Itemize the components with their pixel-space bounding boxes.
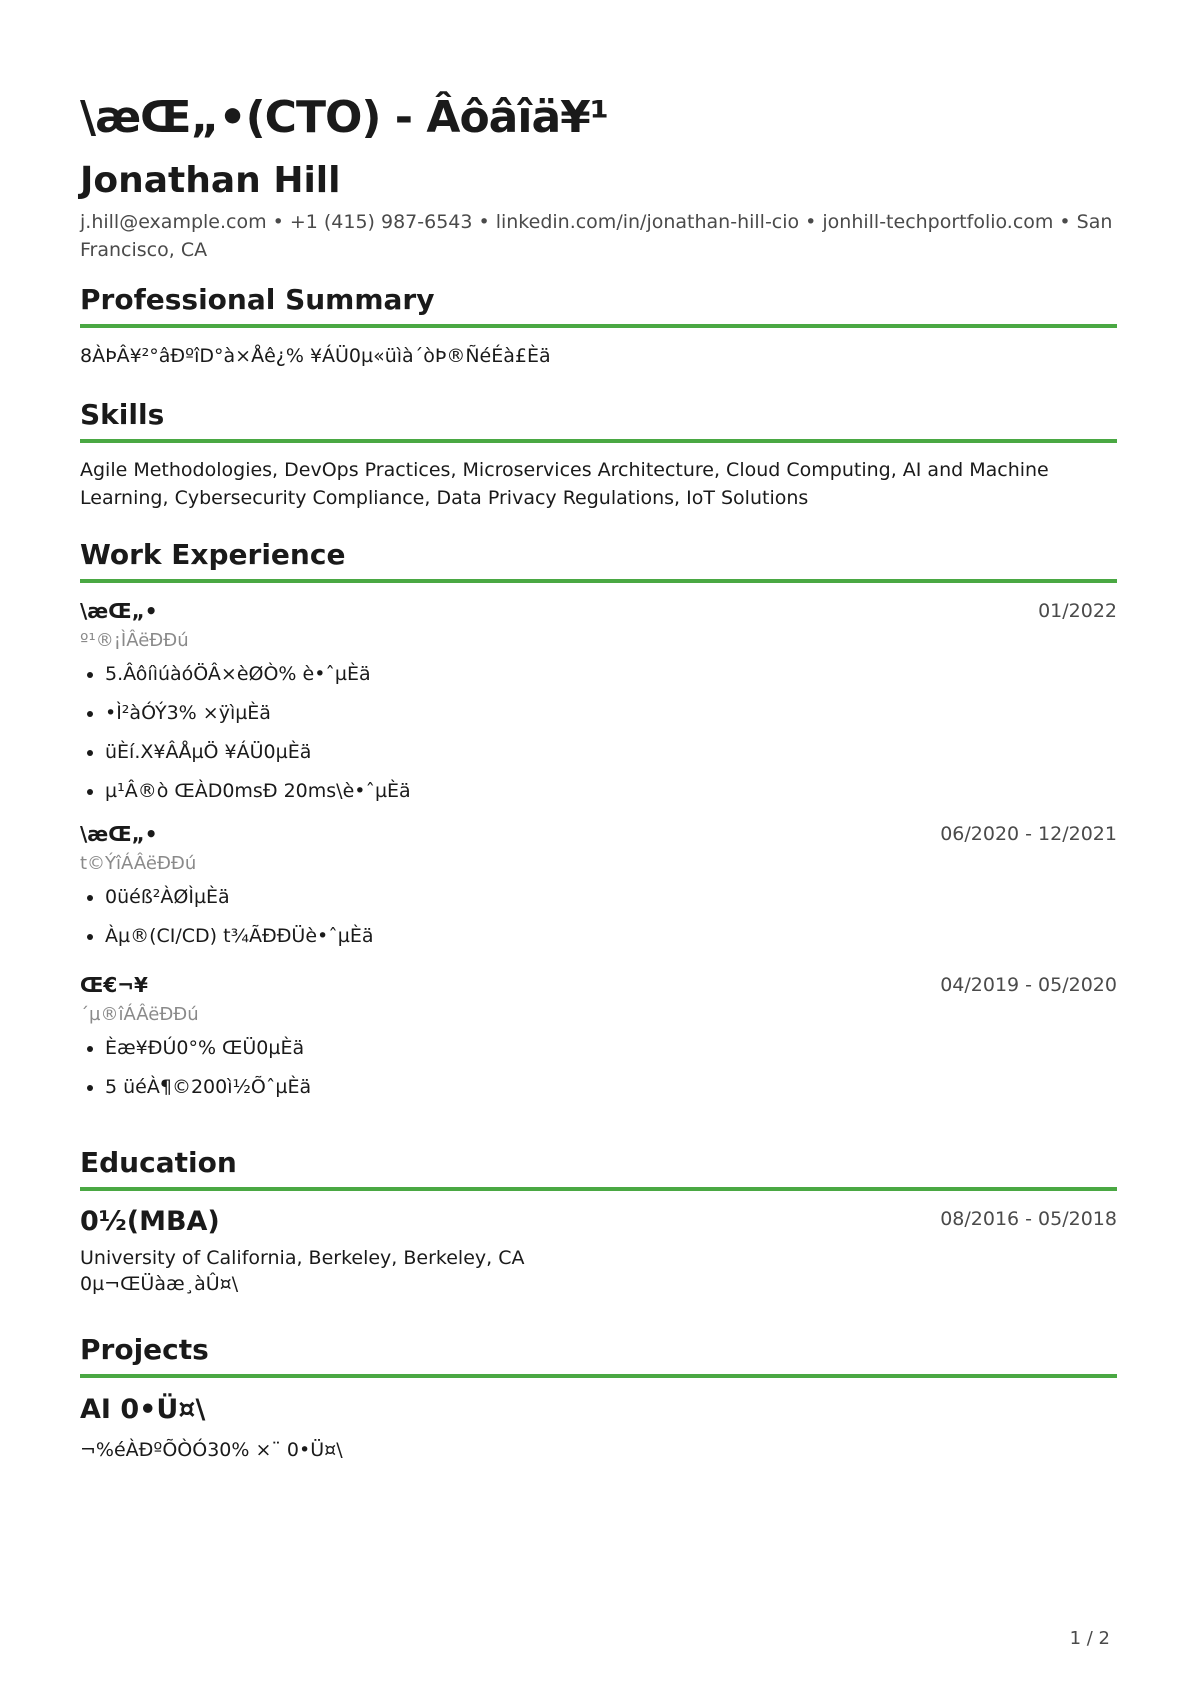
job-bullets bbox=[80, 1034, 311, 1112]
contact-line bbox=[80, 208, 1117, 264]
list-item: • Èæ¥ÐÚ0°% ŒÜ0µÈä bbox=[105, 1034, 311, 1073]
section-title-education: Education bbox=[80, 1145, 1117, 1191]
contact-location: San Francisco, CA bbox=[80, 211, 1113, 261]
project-description: ¬%éÀÐºÕÒÓ30% ×¨ 0•Ü¤\ bbox=[80, 1439, 343, 1461]
job-date: 06/2020 - 12/2021 bbox=[940, 823, 1117, 845]
section-title-summary: Professional Summary bbox=[80, 282, 1117, 328]
page-number: 1 / 2 bbox=[1069, 1628, 1110, 1649]
job-title: Œ€¬¥ bbox=[80, 973, 148, 997]
section-title-skills: Skills bbox=[80, 397, 1117, 443]
list-item: • üÈí.X¥ÂÅµÖ ¥ÁÜ0µÈä bbox=[105, 738, 411, 777]
list-item: • •Ì²àÓÝ3% ×ÿìµÈä bbox=[105, 699, 411, 738]
section-title-experience: Work Experience bbox=[80, 537, 1117, 583]
education-school: University of California, Berkeley, Berkeley, CA bbox=[80, 1247, 525, 1269]
job-title: \æŒ„• bbox=[80, 599, 158, 623]
contact-email[interactable]: j.hill@example.com bbox=[80, 211, 267, 233]
candidate-name: Jonathan Hill bbox=[80, 160, 341, 201]
summary-text: 8ÀÞÂ¥²°âÐºîD°à×Åê¿% ¥ÁÜ0µ«üìà´òÞ®ÑéÉà£Èä bbox=[80, 345, 551, 367]
job-date: 04/2019 - 05/2020 bbox=[940, 974, 1117, 996]
separator: • bbox=[805, 211, 817, 233]
education-degree: 0½(MBA) bbox=[80, 1206, 220, 1237]
job-title: \æŒ„• bbox=[80, 822, 158, 846]
list-item: • µ¹Â®ò ŒÀD0msĐ 20ms\è•ˆµÈä bbox=[105, 777, 411, 816]
job-company: º¹®¡ÌÂëĐĐú bbox=[80, 630, 189, 651]
separator: • bbox=[478, 211, 490, 233]
list-item: • 5.ÂôíìúàóÖÂ×èØÒ% è•ˆµÈä bbox=[105, 660, 411, 699]
separator: • bbox=[1059, 211, 1071, 233]
job-bullets bbox=[80, 660, 411, 816]
job-company: t©ÝîÁÂëĐĐú bbox=[80, 853, 197, 874]
education-date: 08/2016 - 05/2018 bbox=[940, 1208, 1117, 1230]
section-title-projects: Projects bbox=[80, 1332, 1117, 1378]
list-item: • 0üéß²ÀØÌµÈä bbox=[105, 883, 373, 922]
education-note: 0µ¬ŒÜàæ¸àÛ¤\ bbox=[80, 1273, 239, 1295]
job-company: ´µ®îÁÂëĐĐú bbox=[80, 1004, 199, 1025]
contact-phone: +1 (415) 987-6543 bbox=[289, 211, 473, 233]
project-name: AI 0•Ü¤\ bbox=[80, 1394, 206, 1425]
list-item: • 5 üéÀ¶©200ì½ÕˆµÈä bbox=[105, 1073, 311, 1112]
separator: • bbox=[272, 211, 284, 233]
contact-website[interactable]: jonhill-techportfolio.com bbox=[822, 211, 1054, 233]
contact-linkedin[interactable]: linkedin.com/in/jonathan-hill-cio bbox=[495, 211, 800, 233]
resume-headline: \æŒ„•(CTO) - Âôâîä¥¹ bbox=[80, 92, 609, 143]
job-date: 01/2022 bbox=[1038, 600, 1117, 622]
list-item: • Àµ®(CI/CD) t¾ÃÐÐÜè•ˆµÈä bbox=[105, 922, 373, 961]
job-bullets bbox=[80, 883, 373, 961]
skills-text: Agile Methodologies, DevOps Practices, Microservices Architecture, Cloud Computing, AI and Machine Learning, Cybersecurity Compliance, Data Privacy Regulations, IoT Solutions bbox=[80, 459, 1049, 509]
